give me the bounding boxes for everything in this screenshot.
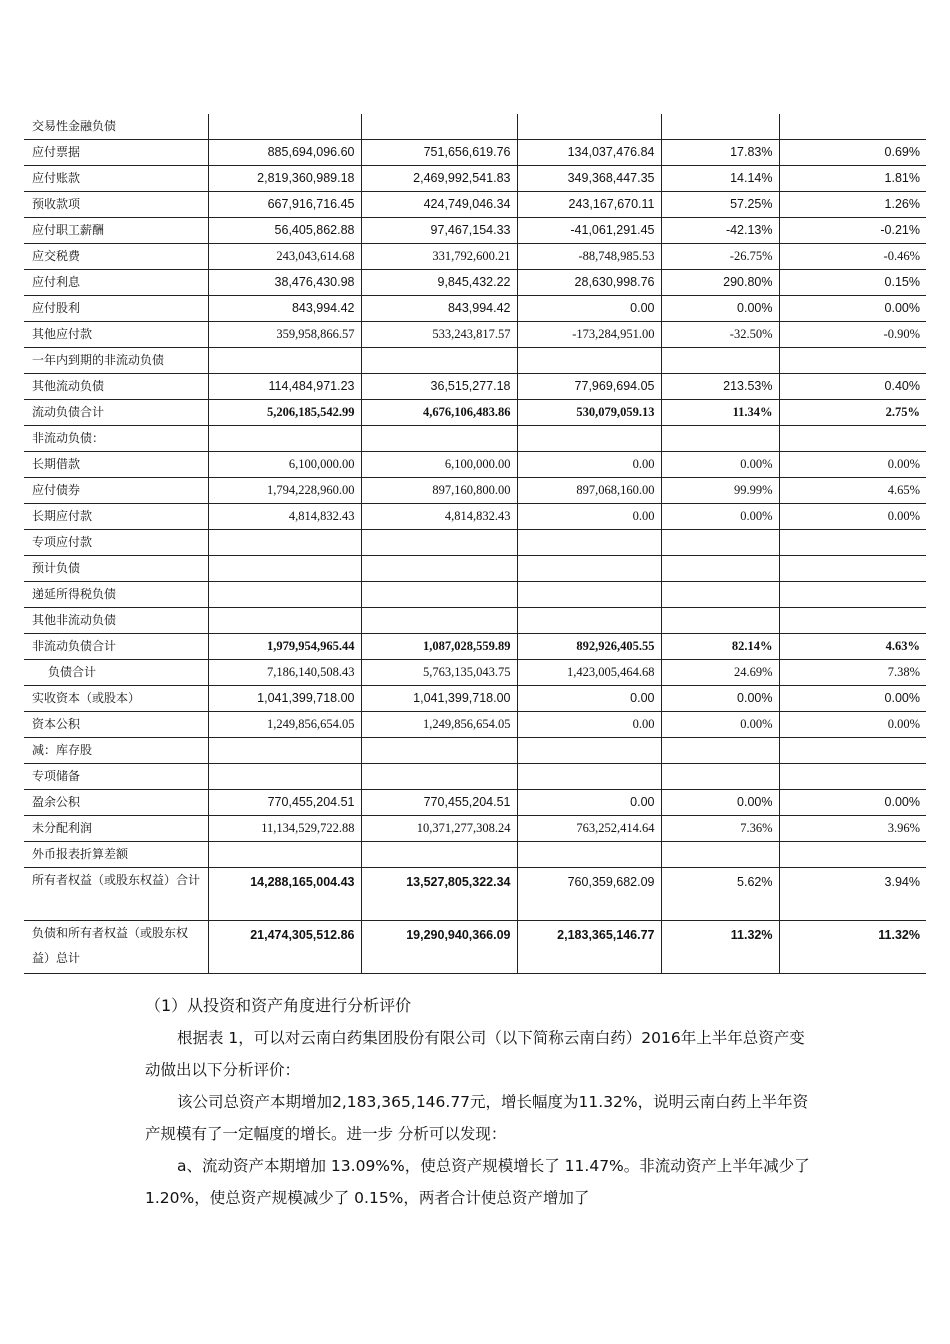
cell-value: 10,371,277,308.24 [361,816,517,842]
cell-value: 1,087,028,559.89 [361,634,517,660]
cell-value [779,530,926,556]
cell-value: 533,243,817.57 [361,322,517,348]
cell-value: 290.80% [661,270,779,296]
cell-value: -41,061,291.45 [517,218,661,244]
table-row [24,556,926,582]
cell-value: 2,183,365,146.77 [517,921,661,974]
analysis-section [145,990,810,1214]
cell-value: 0.00 [517,296,661,322]
row-label: 其他流动负债 [32,379,105,393]
cell-value: 1,794,228,960.00 [208,478,361,504]
cell-value: 1,249,856,654.05 [361,712,517,738]
cell-value: 1,979,954,965.44 [208,634,361,660]
table-row [24,608,926,634]
row-label: 负债合计 [48,665,97,679]
table-row [24,660,926,686]
cell-value [779,764,926,790]
cell-value: 0.00 [517,712,661,738]
cell-value [517,738,661,764]
cell-value: 0.00% [779,504,926,530]
cell-value: 0.00 [517,504,661,530]
table-row [24,634,926,660]
cell-value [208,582,361,608]
table-row [24,114,926,140]
table-row [24,921,926,974]
cell-value: 114,484,971.23 [208,374,361,400]
cell-value: 331,792,600.21 [361,244,517,270]
cell-value: 9,845,432.22 [361,270,517,296]
cell-value: 243,167,670.11 [517,192,661,218]
cell-value: 2.75% [779,400,926,426]
cell-value: 0.00% [779,686,926,712]
cell-value: 5,763,135,043.75 [361,660,517,686]
cell-value [208,114,361,140]
row-label: 长期应付款 [32,509,93,523]
cell-value: 424,749,046.34 [361,192,517,218]
cell-value [661,426,779,452]
row-label: 应付债券 [32,483,81,497]
table-row [24,842,926,868]
table-row [24,296,926,322]
row-label: 一年内到期的非流动负债 [32,353,165,367]
cell-value [361,348,517,374]
cell-value: -32.50% [661,322,779,348]
cell-value: 0.00% [779,296,926,322]
row-label: 实收资本（或股本） [32,691,141,705]
cell-value [779,556,926,582]
cell-value: 243,043,614.68 [208,244,361,270]
cell-value: 3.96% [779,816,926,842]
cell-value: 11.32% [661,921,779,974]
row-label: 未分配利润 [32,821,93,835]
table-row [24,504,926,530]
cell-value [661,738,779,764]
cell-value: 763,252,414.64 [517,816,661,842]
cell-value: 0.00% [661,296,779,322]
cell-value [779,738,926,764]
cell-value: 38,476,430.98 [208,270,361,296]
cell-value [779,608,926,634]
cell-value: 1,041,399,718.00 [361,686,517,712]
row-label: 所有者权益（或股东权益）合计 [32,873,201,887]
cell-value: 0.00 [517,790,661,816]
cell-value [208,738,361,764]
cell-value: 14,288,165,004.43 [208,868,361,921]
cell-value [661,114,779,140]
row-label: 应付职工薪酬 [32,223,105,237]
cell-value: 770,455,204.51 [361,790,517,816]
cell-value: 1,041,399,718.00 [208,686,361,712]
cell-value: 0.69% [779,140,926,166]
cell-value [661,556,779,582]
cell-value: 760,359,682.09 [517,868,661,921]
cell-value [517,608,661,634]
cell-value [661,842,779,868]
cell-value: 28,630,998.76 [517,270,661,296]
cell-value [208,842,361,868]
section-heading: （1）从投资和资产角度进行分析评价 [145,996,412,1015]
cell-value: 1.26% [779,192,926,218]
row-label: 长期借款 [32,457,81,471]
cell-value: 770,455,204.51 [208,790,361,816]
row-label: 预收款项 [32,197,81,211]
table-row [24,816,926,842]
table-row [24,166,926,192]
cell-value: 530,079,059.13 [517,400,661,426]
table-row [24,686,926,712]
cell-value [661,608,779,634]
cell-value [517,348,661,374]
cell-value [208,348,361,374]
cell-value: 14.14% [661,166,779,192]
table-row [24,452,926,478]
cell-value [208,556,361,582]
table-row [24,530,926,556]
table-row [24,764,926,790]
cell-value: 11.34% [661,400,779,426]
cell-value: 134,037,476.84 [517,140,661,166]
cell-value: 0.15% [779,270,926,296]
cell-value [517,842,661,868]
cell-value: 21,474,305,512.86 [208,921,361,974]
row-label: 应付票据 [32,145,81,159]
cell-value: -173,284,951.00 [517,322,661,348]
cell-value [208,608,361,634]
cell-value: 57.25% [661,192,779,218]
cell-value: 24.69% [661,660,779,686]
cell-value [517,114,661,140]
cell-value: 885,694,096.60 [208,140,361,166]
cell-value [661,348,779,374]
row-label: 非流动负债合计 [32,639,117,653]
cell-value: 897,160,800.00 [361,478,517,504]
row-label: 应交税费 [32,249,81,263]
row-label: 负债和所有者权益（或股东权益）总计 [32,926,189,965]
cell-value: 0.00% [779,452,926,478]
cell-value: 6,100,000.00 [208,452,361,478]
cell-value: 82.14% [661,634,779,660]
cell-value [361,556,517,582]
cell-value: 7,186,140,508.43 [208,660,361,686]
table-row [24,374,926,400]
cell-value: 5.62% [661,868,779,921]
cell-value: 77,969,694.05 [517,374,661,400]
cell-value: 0.00% [661,686,779,712]
cell-value: 5,206,185,542.99 [208,400,361,426]
cell-value: 4,814,832.43 [361,504,517,530]
cell-value: 11.32% [779,921,926,974]
cell-value: 751,656,619.76 [361,140,517,166]
cell-value [208,530,361,556]
cell-value: 0.00% [779,790,926,816]
table-row [24,790,926,816]
cell-value [779,842,926,868]
cell-value: 1,249,856,654.05 [208,712,361,738]
paragraph-1: 根据表 1，可以对云南白药集团股份有限公司（以下简称云南白药）2016年上半年总资产变动做出以下分析评价： [145,1029,805,1079]
cell-value [779,348,926,374]
cell-value: 13,527,805,322.34 [361,868,517,921]
row-label: 应付利息 [32,275,81,289]
cell-value [779,426,926,452]
cell-value: 4.65% [779,478,926,504]
cell-value: 0.00% [661,790,779,816]
cell-value: 0.00% [661,452,779,478]
cell-value [517,556,661,582]
row-label: 减：库存股 [32,743,93,757]
table-row [24,244,926,270]
cell-value: 359,958,866.57 [208,322,361,348]
cell-value [361,114,517,140]
table-body [24,114,926,974]
cell-value: 3.94% [779,868,926,921]
table-row [24,400,926,426]
cell-value [661,582,779,608]
row-label: 专项储备 [32,769,81,783]
cell-value [661,764,779,790]
balance-sheet-table [24,114,926,974]
row-label: 盈余公积 [32,795,81,809]
cell-value [361,764,517,790]
cell-value: 11,134,529,722.88 [208,816,361,842]
cell-value: 4.63% [779,634,926,660]
cell-value: -88,748,985.53 [517,244,661,270]
cell-value: 17.83% [661,140,779,166]
cell-value: 0.40% [779,374,926,400]
table-row [24,140,926,166]
cell-value: -0.21% [779,218,926,244]
row-label: 流动负债合计 [32,405,105,419]
cell-value: 19,290,940,366.09 [361,921,517,974]
cell-value: -0.90% [779,322,926,348]
row-label: 外币报表折算差额 [32,847,129,861]
cell-value [208,764,361,790]
row-label: 资本公积 [32,717,81,731]
cell-value: -42.13% [661,218,779,244]
paragraph-3: a、流动资产本期增加 13.09%%，使总资产规模增长了 11.47%。非流动资产上半年减少了 1.20%，使总资产规模减少了 0.15%，两者合计使总资产增加了 [145,1157,810,1207]
row-label: 应付账款 [32,171,81,185]
row-label: 应付股利 [32,301,81,315]
table-row [24,868,926,921]
cell-value: 1,423,005,464.68 [517,660,661,686]
table-row [24,582,926,608]
cell-value [779,582,926,608]
table-row [24,270,926,296]
row-label: 预计负债 [32,561,81,575]
cell-value: 843,994.42 [208,296,361,322]
cell-value: 0.00% [661,712,779,738]
cell-value [361,842,517,868]
cell-value [517,764,661,790]
table-row [24,478,926,504]
cell-value [361,530,517,556]
cell-value [208,426,361,452]
cell-value: 843,994.42 [361,296,517,322]
row-label: 其他应付款 [32,327,93,341]
cell-value: 892,926,405.55 [517,634,661,660]
row-label: 递延所得税负债 [32,587,117,601]
table-row [24,738,926,764]
cell-value: 2,469,992,541.83 [361,166,517,192]
cell-value [361,608,517,634]
cell-value: 56,405,862.88 [208,218,361,244]
cell-value: 667,916,716.45 [208,192,361,218]
cell-value [517,582,661,608]
table-row [24,192,926,218]
cell-value: 4,676,106,483.86 [361,400,517,426]
table-row [24,712,926,738]
table-row [24,218,926,244]
cell-value: 6,100,000.00 [361,452,517,478]
cell-value: 7.36% [661,816,779,842]
cell-value: 0.00 [517,686,661,712]
cell-value [361,426,517,452]
cell-value: 99.99% [661,478,779,504]
cell-value: 0.00% [661,504,779,530]
paragraph-2: 该公司总资产本期增加2,183,365,146.77元，增长幅度为11.32%，说明云南白药上半年资产规模有了一定幅度的增长。进一步 分析可以发现： [145,1093,809,1143]
cell-value [661,530,779,556]
row-label: 其他非流动负债 [32,613,117,627]
cell-value: 2,819,360,989.18 [208,166,361,192]
table-row [24,426,926,452]
cell-value: 213.53% [661,374,779,400]
cell-value: 36,515,277.18 [361,374,517,400]
cell-value: 97,467,154.33 [361,218,517,244]
cell-value: -26.75% [661,244,779,270]
row-label: 交易性金融负债 [32,119,117,133]
cell-value: 0.00% [779,712,926,738]
cell-value [779,114,926,140]
cell-value: 1.81% [779,166,926,192]
cell-value: 7.38% [779,660,926,686]
cell-value [517,426,661,452]
cell-value: 0.00 [517,452,661,478]
cell-value [361,738,517,764]
cell-value: -0.46% [779,244,926,270]
row-label: 非流动负债： [32,431,105,445]
table-row [24,322,926,348]
cell-value: 4,814,832.43 [208,504,361,530]
table-row [24,348,926,374]
row-label: 专项应付款 [32,535,93,549]
cell-value: 897,068,160.00 [517,478,661,504]
cell-value [361,582,517,608]
cell-value: 349,368,447.35 [517,166,661,192]
cell-value [517,530,661,556]
